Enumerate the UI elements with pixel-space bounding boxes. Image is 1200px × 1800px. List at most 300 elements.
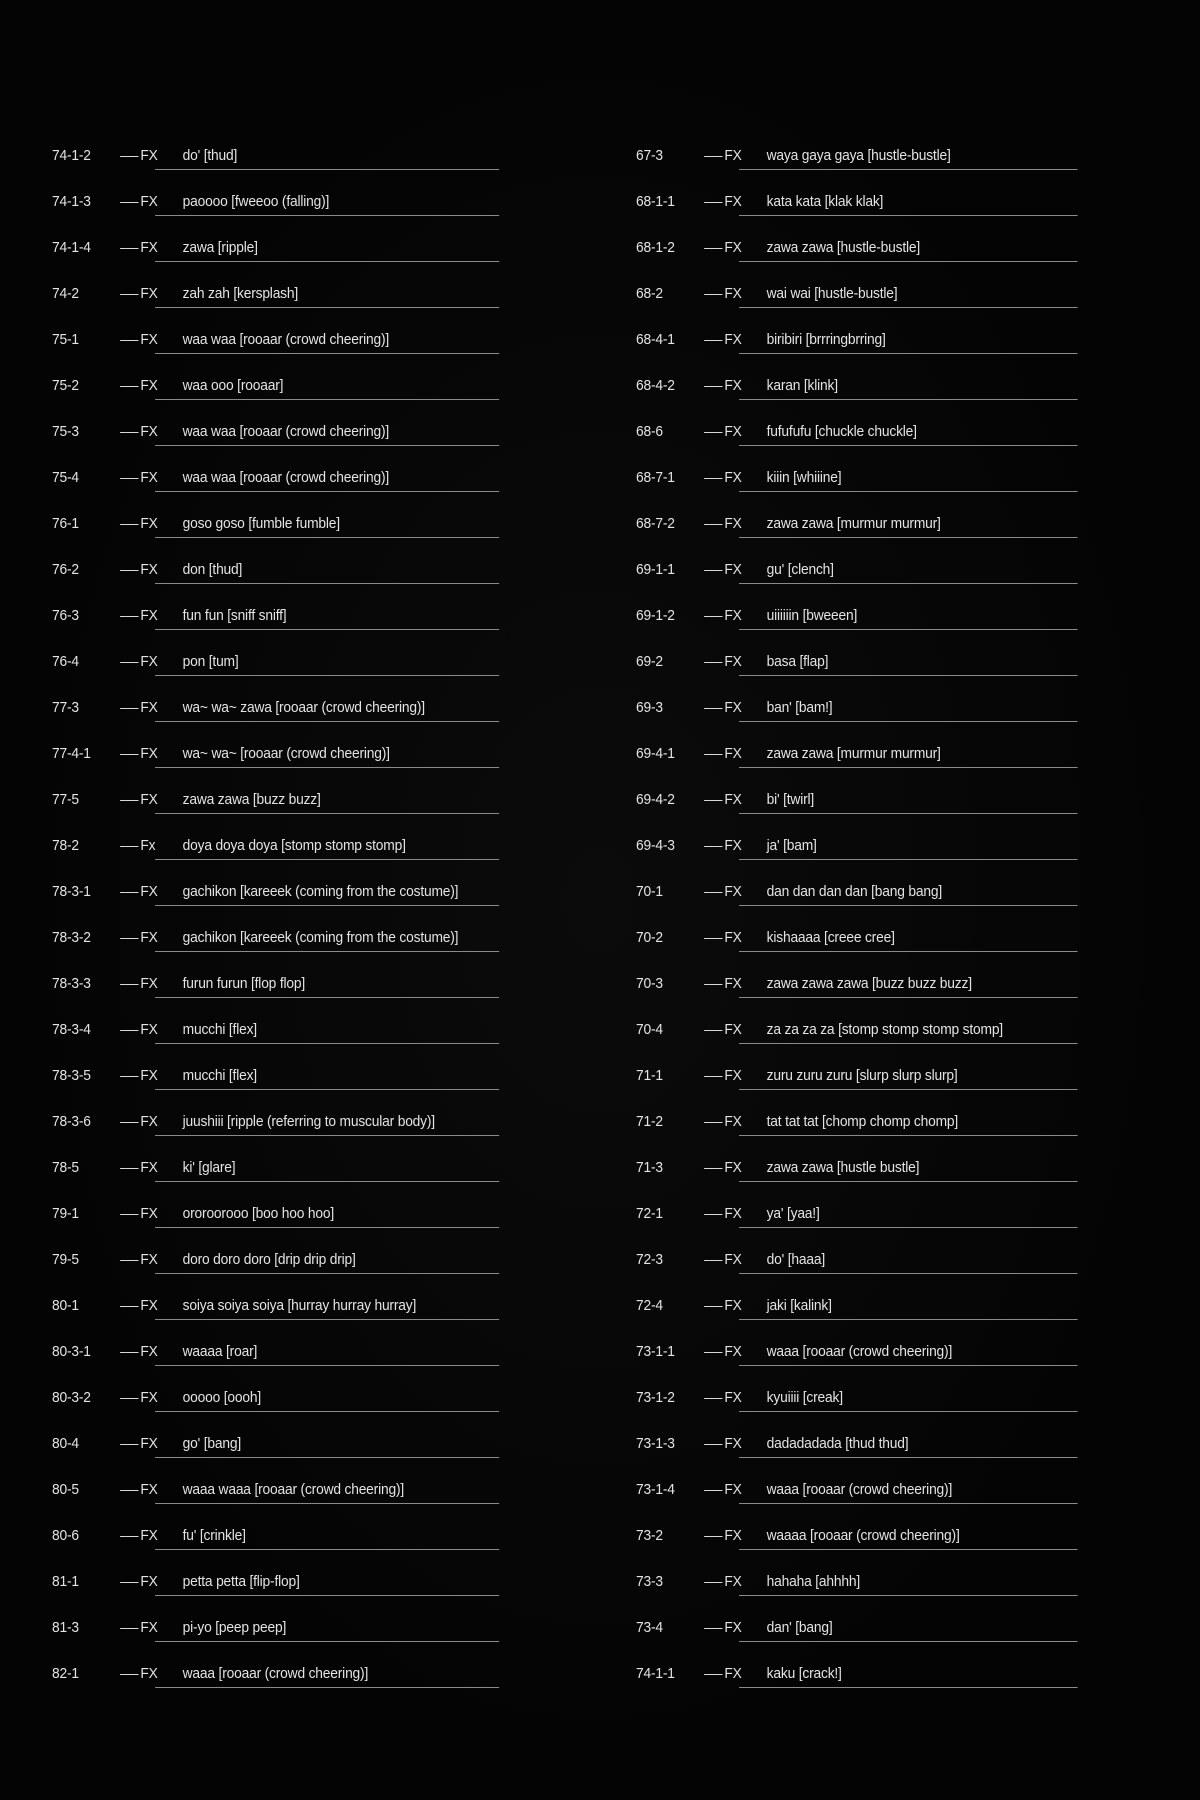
fx-label: FX xyxy=(724,652,742,670)
fx-entry xyxy=(636,454,1078,500)
fx-translation: dan' [bang] xyxy=(766,1618,833,1636)
fx-label: FX xyxy=(724,284,742,302)
page-panel-ref: 71-1 xyxy=(636,1066,663,1084)
fx-entry xyxy=(52,1604,516,1650)
page-panel-ref: 68-4-2 xyxy=(636,376,675,394)
fx-label: FX xyxy=(140,974,158,992)
fx-label: FX xyxy=(724,146,742,164)
leader-line xyxy=(704,478,722,479)
fx-translation: waaa [rooaar (crowd cheering)] xyxy=(182,1664,369,1682)
leader-line xyxy=(120,1260,138,1261)
fx-translation: ya' [yaa!] xyxy=(766,1204,820,1222)
leader-line xyxy=(704,1398,722,1399)
fx-translation: waaa waaa [rooaar (crowd cheering)] xyxy=(182,1480,405,1498)
fx-label: FX xyxy=(140,1618,158,1636)
leader-line xyxy=(704,1306,722,1307)
fx-translation: goso goso [fumble fumble] xyxy=(182,514,340,532)
fx-label: FX xyxy=(140,192,158,210)
page-panel-ref: 76-1 xyxy=(52,514,79,532)
fx-label: FX xyxy=(140,514,158,532)
fx-entry xyxy=(636,1006,1078,1052)
fx-translation: do' [haaa] xyxy=(766,1250,825,1268)
page-panel-ref: 78-3-6 xyxy=(52,1112,91,1130)
fx-translation: zawa zawa [murmur murmur] xyxy=(766,514,941,532)
fx-label: FX xyxy=(724,1112,742,1130)
fx-entry xyxy=(52,1006,516,1052)
fx-label: FX xyxy=(724,1664,742,1682)
page-panel-ref: 80-3-2 xyxy=(52,1388,91,1406)
fx-translation: uiiiiiin [bweeen] xyxy=(766,606,858,624)
leader-line xyxy=(120,386,138,387)
leader-line xyxy=(704,1674,722,1675)
fx-entry xyxy=(52,868,516,914)
page-panel-ref: 73-1-2 xyxy=(636,1388,675,1406)
leader-line xyxy=(120,616,138,617)
fx-entry xyxy=(52,1558,516,1604)
fx-entry xyxy=(52,362,516,408)
leader-line xyxy=(704,1582,722,1583)
fx-translation: don [thud] xyxy=(182,560,243,578)
leader-line xyxy=(120,1168,138,1169)
page-panel-ref: 80-6 xyxy=(52,1526,79,1544)
fx-label: FX xyxy=(140,744,158,762)
page-panel-ref: 77-5 xyxy=(52,790,79,808)
fx-label: FX xyxy=(140,468,158,486)
page-panel-ref: 70-3 xyxy=(636,974,663,992)
fx-translation: wai wai [hustle-bustle] xyxy=(766,284,898,302)
leader-line xyxy=(704,938,722,939)
fx-label: FX xyxy=(724,422,742,440)
page-panel-ref: 68-7-2 xyxy=(636,514,675,532)
fx-label: Fx xyxy=(140,836,156,854)
fx-entry xyxy=(636,132,1078,178)
fx-entry xyxy=(52,822,516,868)
leader-line xyxy=(704,432,722,433)
fx-label: FX xyxy=(140,1434,158,1452)
page-panel-ref: 80-3-1 xyxy=(52,1342,91,1360)
fx-entry xyxy=(52,1236,516,1282)
fx-entry xyxy=(52,960,516,1006)
fx-entry xyxy=(636,362,1078,408)
page-panel-ref: 75-4 xyxy=(52,468,79,486)
leader-line xyxy=(120,156,138,157)
fx-entry xyxy=(52,730,516,776)
fx-translation: pon [tum] xyxy=(182,652,239,670)
fx-entry xyxy=(636,1098,1078,1144)
fx-label: FX xyxy=(724,1526,742,1544)
leader-line xyxy=(120,1398,138,1399)
page-panel-ref: 80-4 xyxy=(52,1434,79,1452)
leader-line xyxy=(704,892,722,893)
page-panel-ref: 68-1-1 xyxy=(636,192,675,210)
fx-translation: basa [flap] xyxy=(766,652,829,670)
leader-line xyxy=(704,984,722,985)
page-panel-ref: 69-4-2 xyxy=(636,790,675,808)
fx-entry xyxy=(52,776,516,822)
page-panel-ref: 67-3 xyxy=(636,146,663,164)
leader-line xyxy=(704,1168,722,1169)
fx-label: FX xyxy=(140,1526,158,1544)
fx-label: FX xyxy=(140,560,158,578)
fx-translation: waaa [rooaar (crowd cheering)] xyxy=(766,1480,953,1498)
fx-label: FX xyxy=(724,238,742,256)
page-panel-ref: 72-4 xyxy=(636,1296,663,1314)
fx-entry xyxy=(52,684,516,730)
fx-entry xyxy=(636,1282,1078,1328)
page-panel-ref: 68-4-1 xyxy=(636,330,675,348)
fx-translation: mucchi [flex] xyxy=(182,1020,257,1038)
fx-label: FX xyxy=(724,974,742,992)
fx-label: FX xyxy=(724,1158,742,1176)
fx-entry xyxy=(636,1328,1078,1374)
leader-line xyxy=(120,1536,138,1537)
fx-entry xyxy=(52,1052,516,1098)
leader-line xyxy=(704,1122,722,1123)
page-panel-ref: 69-2 xyxy=(636,652,663,670)
fx-entry xyxy=(636,1604,1078,1650)
page-panel-ref: 77-4-1 xyxy=(52,744,91,762)
page-panel-ref: 72-1 xyxy=(636,1204,663,1222)
fx-translation: ororoorooo [boo hoo hoo] xyxy=(182,1204,334,1222)
fx-label: FX xyxy=(724,1342,742,1360)
page-panel-ref: 74-1-4 xyxy=(52,238,91,256)
fx-translation: fu' [crinkle] xyxy=(182,1526,246,1544)
fx-label: FX xyxy=(140,882,158,900)
leader-line xyxy=(120,1490,138,1491)
fx-translation: karan [klink] xyxy=(766,376,838,394)
page-panel-ref: 71-2 xyxy=(636,1112,663,1130)
leader-line xyxy=(704,662,722,663)
fx-translation: zah zah [kersplash] xyxy=(182,284,299,302)
page-panel-ref: 79-5 xyxy=(52,1250,79,1268)
page-panel-ref: 76-3 xyxy=(52,606,79,624)
fx-translation: zawa zawa [hustle-bustle] xyxy=(766,238,921,256)
fx-label: FX xyxy=(724,1572,742,1590)
leader-line xyxy=(704,1260,722,1261)
leader-line xyxy=(704,1444,722,1445)
fx-entry xyxy=(52,914,516,960)
leader-line xyxy=(704,156,722,157)
fx-translation: waya gaya gaya [hustle-bustle] xyxy=(766,146,951,164)
leader-line xyxy=(704,386,722,387)
fx-entry xyxy=(52,224,516,270)
fx-translation: pi-yo [peep peep] xyxy=(182,1618,287,1636)
fx-entry xyxy=(52,1098,516,1144)
fx-label: FX xyxy=(724,882,742,900)
leader-line xyxy=(120,938,138,939)
leader-line xyxy=(120,708,138,709)
fx-entry xyxy=(636,178,1078,224)
fx-entry xyxy=(636,1374,1078,1420)
fx-label: FX xyxy=(724,376,742,394)
fx-label: FX xyxy=(140,1572,158,1590)
fx-translation: zawa zawa zawa [buzz buzz buzz] xyxy=(766,974,972,992)
fx-entry xyxy=(52,1144,516,1190)
fx-entry xyxy=(52,1650,516,1696)
fx-label: FX xyxy=(140,928,158,946)
fx-entry xyxy=(636,270,1078,316)
fx-entry xyxy=(636,1512,1078,1558)
fx-translation: ki' [glare] xyxy=(182,1158,236,1176)
page-panel-ref: 76-2 xyxy=(52,560,79,578)
fx-entry xyxy=(52,1282,516,1328)
fx-translation: kishaaaa [creee cree] xyxy=(766,928,895,946)
page-panel-ref: 74-1-3 xyxy=(52,192,91,210)
fx-translation: mucchi [flex] xyxy=(182,1066,257,1084)
leader-line xyxy=(120,1076,138,1077)
fx-entry xyxy=(636,684,1078,730)
page-panel-ref: 70-4 xyxy=(636,1020,663,1038)
fx-entry xyxy=(636,1144,1078,1190)
page-panel-ref: 73-3 xyxy=(636,1572,663,1590)
fx-translation: jaki [kalink] xyxy=(766,1296,832,1314)
page-panel-ref: 71-3 xyxy=(636,1158,663,1176)
fx-label: FX xyxy=(140,284,158,302)
fx-translation: gu' [clench] xyxy=(766,560,834,578)
fx-translation: doro doro doro [drip drip drip] xyxy=(182,1250,356,1268)
fx-translation: wa~ wa~ [rooaar (crowd cheering)] xyxy=(182,744,390,762)
page-panel-ref: 76-4 xyxy=(52,652,79,670)
page-panel-ref: 73-4 xyxy=(636,1618,663,1636)
page-panel-ref: 75-3 xyxy=(52,422,79,440)
fx-translation: soiya soiya soiya [hurray hurray hurray] xyxy=(182,1296,417,1314)
fx-label: FX xyxy=(140,1112,158,1130)
fx-entry xyxy=(52,546,516,592)
fx-translation: tat tat tat [chomp chomp chomp] xyxy=(766,1112,959,1130)
page-panel-ref: 75-1 xyxy=(52,330,79,348)
fx-label: FX xyxy=(140,1388,158,1406)
fx-label: FX xyxy=(140,1480,158,1498)
fx-entry xyxy=(636,1650,1078,1696)
fx-label: FX xyxy=(724,928,742,946)
page-panel-ref: 73-1-4 xyxy=(636,1480,675,1498)
leader-line xyxy=(120,524,138,525)
fx-entry xyxy=(52,454,516,500)
leader-line xyxy=(120,892,138,893)
leader-line xyxy=(120,800,138,801)
page-panel-ref: 78-2 xyxy=(52,836,79,854)
leader-line xyxy=(704,1628,722,1629)
page-panel-ref: 78-3-2 xyxy=(52,928,91,946)
fx-translation: furun furun [flop flop] xyxy=(182,974,305,992)
fx-label: FX xyxy=(140,1204,158,1222)
fx-translation: zuru zuru zuru [slurp slurp slurp] xyxy=(766,1066,958,1084)
page-panel-ref: 78-3-1 xyxy=(52,882,91,900)
fx-entry xyxy=(636,822,1078,868)
page-panel-ref: 69-4-3 xyxy=(636,836,675,854)
fx-label: FX xyxy=(724,698,742,716)
fx-entry xyxy=(636,1052,1078,1098)
leader-line xyxy=(120,984,138,985)
fx-entry xyxy=(636,1558,1078,1604)
fx-entry xyxy=(636,868,1078,914)
fx-label: FX xyxy=(140,1020,158,1038)
fx-translation: zawa zawa [hustle bustle] xyxy=(766,1158,920,1176)
leader-line xyxy=(120,340,138,341)
leader-line xyxy=(704,1214,722,1215)
page-panel-ref: 82-1 xyxy=(52,1664,79,1682)
fx-translation: fun fun [sniff sniff] xyxy=(182,606,287,624)
page-panel-ref: 81-1 xyxy=(52,1572,79,1590)
leader-line xyxy=(704,570,722,571)
fx-entry xyxy=(636,408,1078,454)
leader-line xyxy=(704,1030,722,1031)
fx-translation: gachikon [kareeek (coming from the costume)] xyxy=(182,882,459,900)
fx-entry xyxy=(52,1466,516,1512)
fx-entry xyxy=(52,132,516,178)
leader-line xyxy=(704,846,722,847)
leader-line xyxy=(704,754,722,755)
fx-translation: ooooo [oooh] xyxy=(182,1388,262,1406)
leader-line xyxy=(704,1536,722,1537)
page-panel-ref: 69-3 xyxy=(636,698,663,716)
fx-entry xyxy=(636,500,1078,546)
page-panel-ref: 81-3 xyxy=(52,1618,79,1636)
page-panel-ref: 70-2 xyxy=(636,928,663,946)
fx-label: FX xyxy=(140,790,158,808)
fx-entry xyxy=(52,178,516,224)
fx-label: FX xyxy=(724,468,742,486)
page-panel-ref: 72-3 xyxy=(636,1250,663,1268)
page-panel-ref: 80-1 xyxy=(52,1296,79,1314)
fx-label: FX xyxy=(140,330,158,348)
page-panel-ref: 68-6 xyxy=(636,422,663,440)
fx-entry xyxy=(52,592,516,638)
page-panel-ref: 75-2 xyxy=(52,376,79,394)
fx-translation: kiiin [whiiine] xyxy=(766,468,842,486)
page-panel-ref: 73-1-3 xyxy=(636,1434,675,1452)
fx-translation: do' [thud] xyxy=(182,146,238,164)
fx-label: FX xyxy=(724,1618,742,1636)
fx-label: FX xyxy=(140,652,158,670)
fx-label: FX xyxy=(140,422,158,440)
fx-entry xyxy=(52,500,516,546)
fx-translation: juushiii [ripple (referring to muscular body)] xyxy=(182,1112,435,1130)
fx-label: FX xyxy=(140,1342,158,1360)
fx-translation: kaku [crack!] xyxy=(766,1664,842,1682)
page-panel-ref: 73-1-1 xyxy=(636,1342,675,1360)
leader-line xyxy=(704,1352,722,1353)
fx-translation: go' [bang] xyxy=(182,1434,241,1452)
page-panel-ref: 68-2 xyxy=(636,284,663,302)
leader-line xyxy=(704,800,722,801)
fx-translation: dan dan dan dan [bang bang] xyxy=(766,882,943,900)
fx-translation: waa ooo [rooaar] xyxy=(182,376,284,394)
fx-entry xyxy=(52,1420,516,1466)
fx-translation: zawa zawa [murmur murmur] xyxy=(766,744,941,762)
fx-label: FX xyxy=(140,146,158,164)
leader-line xyxy=(120,1352,138,1353)
fx-translation: waa waa [rooaar (crowd cheering)] xyxy=(182,330,390,348)
fx-entry xyxy=(636,1420,1078,1466)
page-panel-ref: 74-1-2 xyxy=(52,146,91,164)
fx-translation: zawa zawa [buzz buzz] xyxy=(182,790,321,808)
leader-line xyxy=(120,432,138,433)
page-panel-ref: 78-3-3 xyxy=(52,974,91,992)
fx-label: FX xyxy=(724,1204,742,1222)
leader-line xyxy=(120,1306,138,1307)
fx-label: FX xyxy=(724,560,742,578)
fx-entry xyxy=(636,776,1078,822)
page-panel-ref: 77-3 xyxy=(52,698,79,716)
fx-translation: ban' [bam!] xyxy=(766,698,833,716)
fx-entry xyxy=(636,960,1078,1006)
fx-entry xyxy=(52,638,516,684)
leader-line xyxy=(704,1076,722,1077)
fx-label: FX xyxy=(140,1158,158,1176)
fx-entry xyxy=(636,730,1078,776)
fx-label: FX xyxy=(140,1066,158,1084)
fx-translation: dadadadada [thud thud] xyxy=(766,1434,909,1452)
fx-translation: doya doya doya [stomp stomp stomp] xyxy=(182,836,406,854)
fx-translation: kyuiiii [creak] xyxy=(766,1388,843,1406)
fx-entry xyxy=(636,546,1078,592)
page-panel-ref: 69-4-1 xyxy=(636,744,675,762)
leader-line xyxy=(120,1214,138,1215)
fx-label: FX xyxy=(140,606,158,624)
fx-label: FX xyxy=(140,1664,158,1682)
fx-label: FX xyxy=(140,376,158,394)
leader-line xyxy=(120,1582,138,1583)
fx-label: FX xyxy=(724,1480,742,1498)
leader-line xyxy=(704,248,722,249)
fx-label: FX xyxy=(724,606,742,624)
fx-entry xyxy=(52,1374,516,1420)
leader-line xyxy=(120,754,138,755)
page-panel-ref: 78-3-5 xyxy=(52,1066,91,1084)
fx-label: FX xyxy=(724,192,742,210)
leader-line xyxy=(704,294,722,295)
fx-label: FX xyxy=(724,790,742,808)
fx-translation: waaaa [roar] xyxy=(182,1342,258,1360)
fx-translation: hahaha [ahhhh] xyxy=(766,1572,860,1590)
fx-translation: za za za za [stomp stomp stomp stomp] xyxy=(766,1020,1003,1038)
fx-label: FX xyxy=(724,1296,742,1314)
page-panel-ref: 78-3-4 xyxy=(52,1020,91,1038)
leader-line xyxy=(120,1674,138,1675)
fx-label: FX xyxy=(724,1020,742,1038)
fx-translation: ja' [bam] xyxy=(766,836,817,854)
fx-entry xyxy=(52,316,516,362)
leader-line xyxy=(120,248,138,249)
fx-translation: fufufufu [chuckle chuckle] xyxy=(766,422,917,440)
leader-line xyxy=(704,524,722,525)
leader-line xyxy=(704,708,722,709)
fx-translation: gachikon [kareeek (coming from the costume)] xyxy=(182,928,459,946)
leader-line xyxy=(120,1122,138,1123)
fx-label: FX xyxy=(724,1066,742,1084)
page-panel-ref: 73-2 xyxy=(636,1526,663,1544)
leader-line xyxy=(120,846,138,847)
fx-entry xyxy=(636,224,1078,270)
fx-entry xyxy=(52,1190,516,1236)
fx-entry xyxy=(52,1328,516,1374)
fx-translation: bi' [twirl] xyxy=(766,790,815,808)
fx-translation: wa~ wa~ zawa [rooaar (crowd cheering)] xyxy=(182,698,425,716)
leader-line xyxy=(120,294,138,295)
fx-label: FX xyxy=(724,514,742,532)
leader-line xyxy=(704,1490,722,1491)
leader-line xyxy=(120,662,138,663)
fx-entry xyxy=(636,1466,1078,1512)
leader-line xyxy=(120,570,138,571)
fx-entry xyxy=(52,270,516,316)
fx-label: FX xyxy=(140,698,158,716)
page-panel-ref: 68-7-1 xyxy=(636,468,675,486)
leader-line xyxy=(704,202,722,203)
fx-entry xyxy=(52,408,516,454)
fx-label: FX xyxy=(140,238,158,256)
